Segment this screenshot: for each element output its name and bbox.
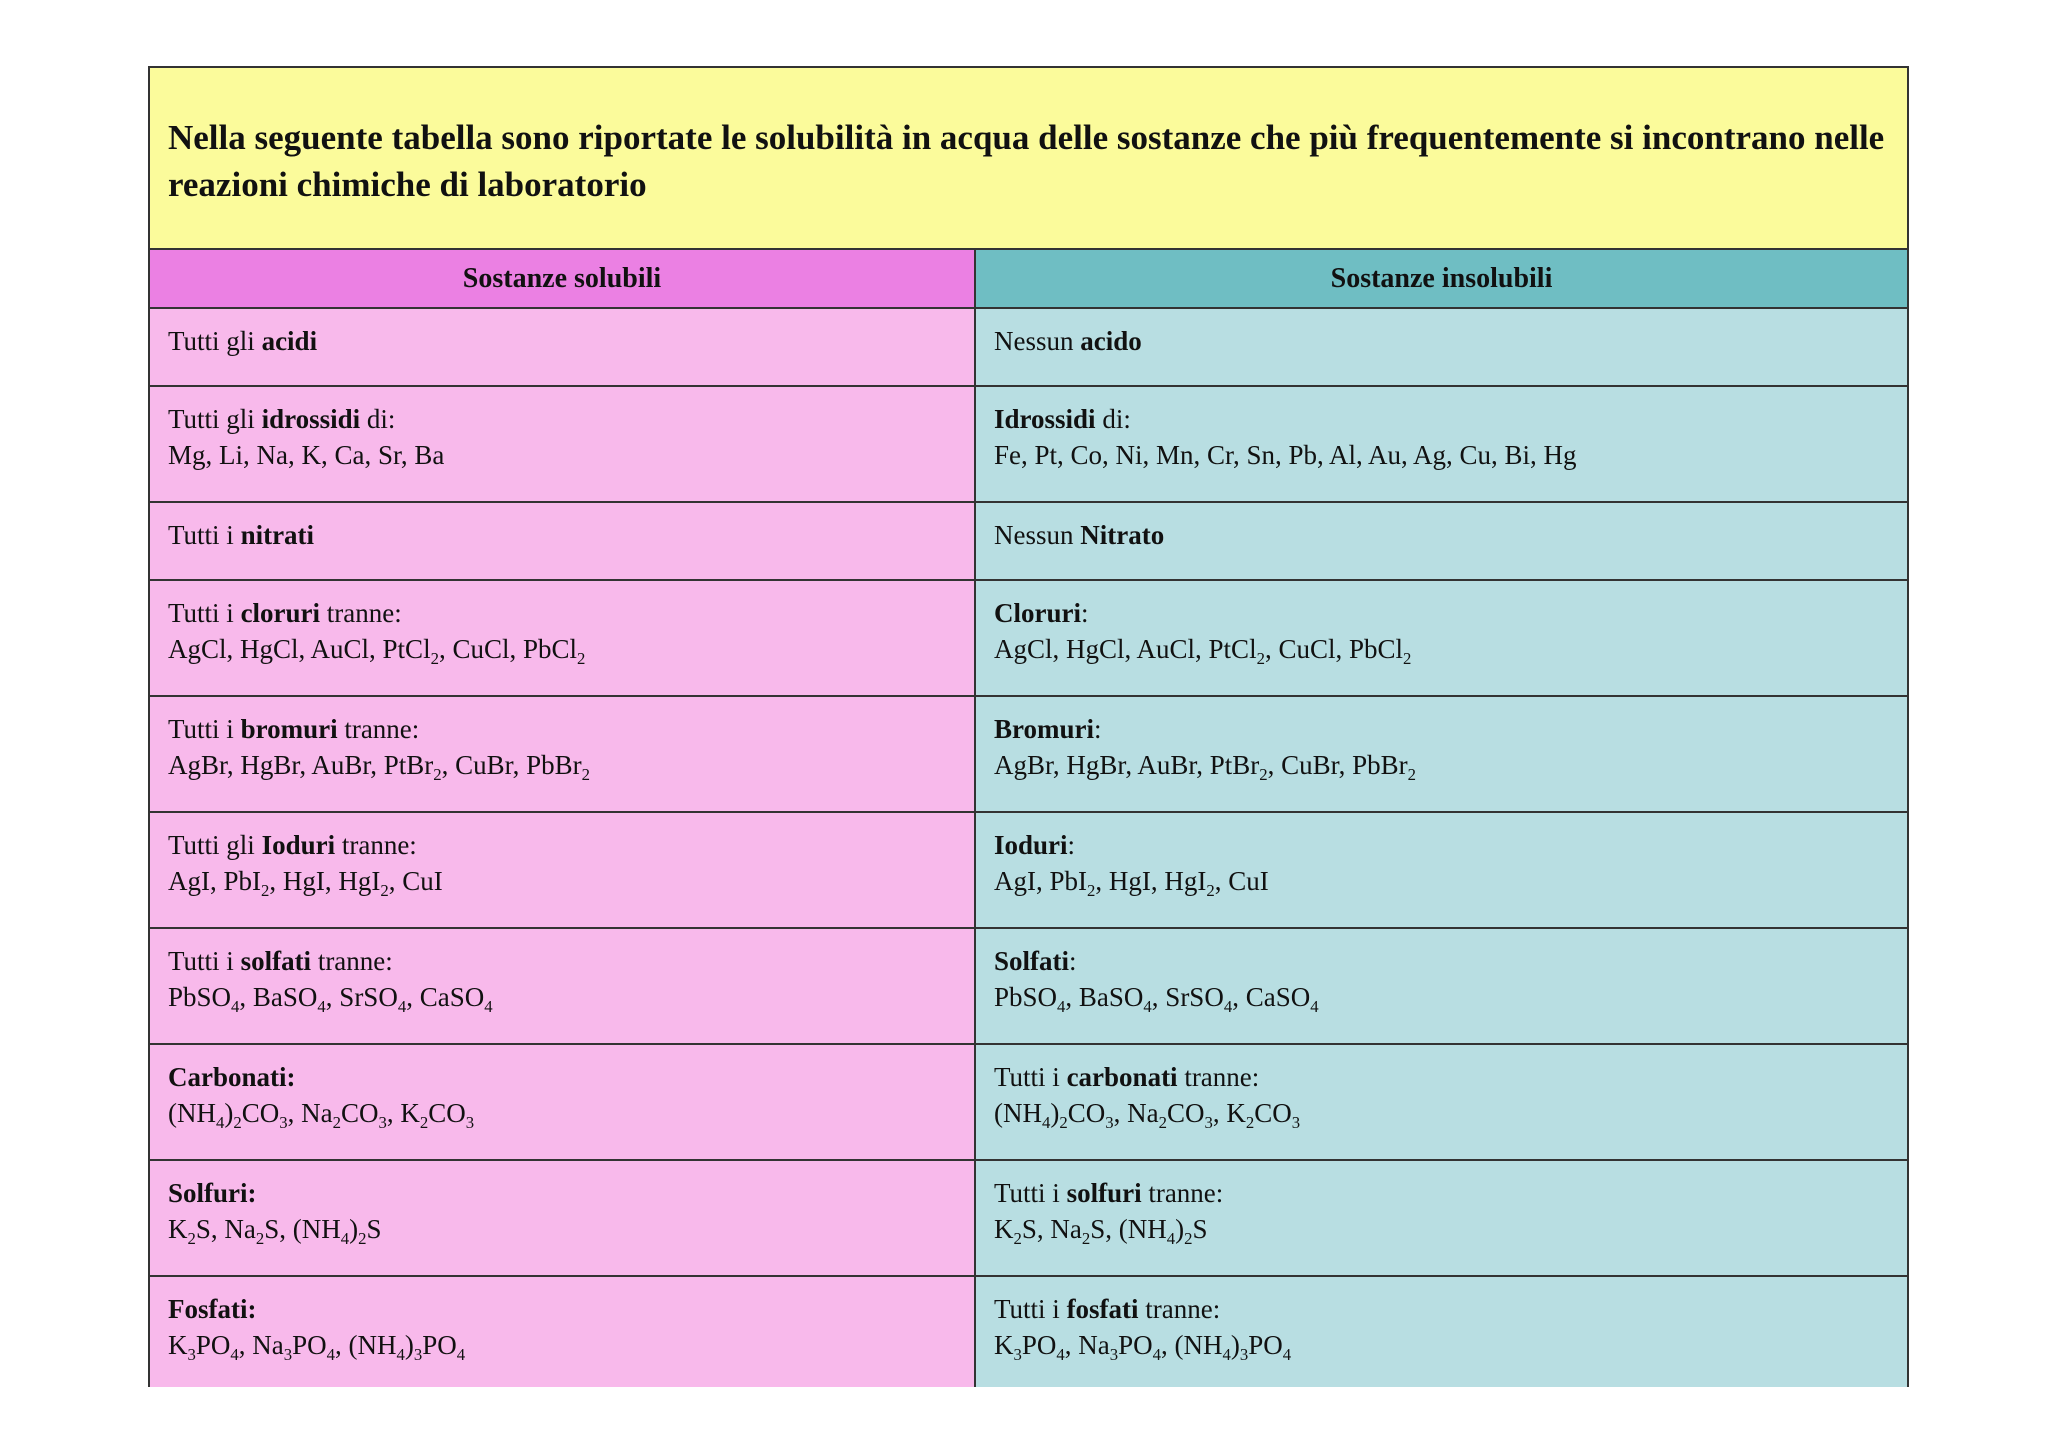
bold-term: idrossidi xyxy=(261,404,361,434)
cell-insoluble xyxy=(976,309,1907,387)
subscript: 3 xyxy=(1109,1344,1119,1364)
intro-text: Nella seguente tabella sono riportate le solubilità in acqua delle sostanze che più frequentemente si incontrano nelle reazioni chimiche di laboratorio xyxy=(150,68,1907,250)
subscript: 4 xyxy=(340,1228,350,1248)
bold-term: acido xyxy=(1080,326,1142,356)
subscript: 2 xyxy=(255,1228,265,1248)
cell-formula-line: $K_2S$, $Na_2S$, $(NH_4)_2S$ xyxy=(168,1214,382,1248)
bold-term: Ioduri xyxy=(994,830,1068,860)
cell-heading-line: Tutti i solfati tranne: xyxy=(168,946,393,976)
cell-heading-line: Tutti i bromuri tranne: xyxy=(168,714,420,744)
cell-soluble xyxy=(150,581,976,697)
cell-formula-line: $K_3PO_4$, $Na_3PO_4$, $(NH_4)_3PO_4$ xyxy=(994,1330,1292,1364)
cell-heading-line: Idrossidi di: xyxy=(994,404,1131,434)
cell-heading-line: Tutti gli acidi xyxy=(168,326,318,356)
subscript: 4 xyxy=(1152,1344,1162,1364)
cell-insoluble xyxy=(976,929,1907,1045)
subscript: 3 xyxy=(378,1112,387,1132)
cell-soluble xyxy=(150,1277,976,1387)
cell-formula-line: AgCl, HgCl, AuCl, PtCl$_2$, CuCl, PbCl$_2$ xyxy=(168,634,586,668)
subscript: 3 xyxy=(1239,1344,1249,1364)
subscript: 2 xyxy=(1013,1228,1022,1248)
subscript: 2 xyxy=(430,648,439,668)
solubility-table xyxy=(148,66,1909,1387)
bold-term: solfati xyxy=(240,946,312,976)
solubility-grid xyxy=(150,250,1907,1387)
cell-soluble xyxy=(150,1045,976,1161)
cell-formula-line: AgCl, HgCl, AuCl, PtCl$_2$, CuCl, PbCl$_2$ xyxy=(994,634,1412,668)
cell-soluble xyxy=(150,697,976,813)
cell-formula-line: AgBr, HgBr, AuBr, PtBr$_2$, CuBr, PbBr$_2$ xyxy=(994,750,1416,784)
cell-formula-line: Mg, Li, Na, K, Ca, Sr, Ba xyxy=(168,440,445,470)
subscript: 3 xyxy=(465,1112,475,1132)
header-soluble: Sostanze solubili xyxy=(150,250,976,309)
cell-heading-line: Tutti i carbonati tranne: xyxy=(994,1062,1260,1092)
subscript: 4 xyxy=(1056,1344,1065,1364)
cell-heading-line xyxy=(168,1291,956,1327)
subscript: 2 xyxy=(1403,648,1412,668)
subscript: 4 xyxy=(1143,996,1152,1016)
subscript: 4 xyxy=(1057,996,1066,1016)
cell-heading-line: Nessun Nitrato xyxy=(994,520,1165,550)
cell-soluble xyxy=(150,1161,976,1277)
bold-term: acidi xyxy=(261,326,318,356)
subscript: 2 xyxy=(233,1112,242,1132)
cell-insoluble xyxy=(976,581,1907,697)
subscript: 2 xyxy=(1259,764,1268,784)
header-insoluble: Sostanze insolubili xyxy=(976,250,1907,309)
subscript: 4 xyxy=(1282,1344,1292,1364)
cell-formula-line: AgBr, HgBr, AuBr, PtBr$_2$, CuBr, PbBr$_2$ xyxy=(168,750,590,784)
cell-soluble xyxy=(150,387,976,503)
bold-term: Nitrato xyxy=(1080,520,1165,550)
cell-heading-line: Nessun acido xyxy=(994,326,1142,356)
cell-heading-line: Cloruri: xyxy=(994,598,1089,628)
cell-formula-line: Fe, Pt, Co, Ni, Mn, Cr, Sn, Pb, Al, Au, Ag, Cu, Bi, Hg xyxy=(994,440,1577,470)
subscript: 3 xyxy=(413,1344,423,1364)
bold-term: Fosfati: xyxy=(168,1294,257,1324)
subscript: 2 xyxy=(187,1228,196,1248)
subscript: 2 xyxy=(1059,1112,1068,1132)
cell-formula-line: $(NH_4)_2CO_3$, $Na_2CO_3$, $K_2CO_3$ xyxy=(168,1098,475,1132)
cell-heading-line: Tutti gli idrossidi di: xyxy=(168,404,396,434)
subscript: 2 xyxy=(261,880,270,900)
bold-term: nitrati xyxy=(240,520,315,550)
subscript: 4 xyxy=(317,996,326,1016)
subscript: 2 xyxy=(1256,648,1265,668)
subscript: 2 xyxy=(1158,1112,1167,1132)
subscript: 3 xyxy=(1204,1112,1213,1132)
subscript: 4 xyxy=(230,1344,239,1364)
cell-heading-line: Ioduri: xyxy=(994,830,1076,860)
subscript: 2 xyxy=(577,648,586,668)
subscript: 2 xyxy=(1081,1228,1091,1248)
cell-formula-line: $K_3PO_4$, $Na_3PO_4$, $(NH_4)_3PO_4$ xyxy=(168,1330,466,1364)
cell-formula-line: AgI, PbI$_2$, HgI, HgI$_2$, CuI xyxy=(994,866,1269,900)
cell-insoluble xyxy=(976,1161,1907,1277)
bold-term: cloruri xyxy=(240,598,321,628)
bold-term: Idrossidi xyxy=(994,404,1096,434)
subscript: 4 xyxy=(216,1112,225,1132)
bold-term: Bromuri xyxy=(994,714,1094,744)
cell-heading-line: Tutti i fosfati tranne: xyxy=(994,1294,1221,1324)
subscript: 4 xyxy=(1310,996,1319,1016)
subscript: 3 xyxy=(1013,1344,1022,1364)
bold-term: Ioduri xyxy=(261,830,336,860)
subscript: 3 xyxy=(1105,1112,1114,1132)
subscript: 4 xyxy=(231,996,240,1016)
subscript: 2 xyxy=(581,764,590,784)
cell-insoluble xyxy=(976,1277,1907,1387)
subscript: 4 xyxy=(396,1344,405,1364)
subscript: 3 xyxy=(187,1344,196,1364)
cell-heading-line: Tutti gli Ioduri tranne: xyxy=(168,830,417,860)
cell-heading-line xyxy=(168,1175,956,1211)
cell-formula-line: AgI, PbI$_2$, HgI, HgI$_2$, CuI xyxy=(168,866,443,900)
subscript: 2 xyxy=(433,764,442,784)
subscript: 3 xyxy=(1291,1112,1301,1132)
subscript: 3 xyxy=(279,1112,288,1132)
subscript: 4 xyxy=(1042,1112,1051,1132)
subscript: 4 xyxy=(326,1344,336,1364)
cell-insoluble xyxy=(976,813,1907,929)
bold-term: fosfati xyxy=(1066,1294,1139,1324)
cell-insoluble xyxy=(976,1045,1907,1161)
cell-soluble xyxy=(150,503,976,581)
bold-term: Cloruri xyxy=(994,598,1081,628)
cell-formula-line: PbSO$_4$, BaSO$_4$, SrSO$_4$, CaSO$_4$ xyxy=(168,982,493,1016)
cell-heading-line: Tutti i cloruri tranne: xyxy=(168,598,402,628)
subscript: 4 xyxy=(1166,1228,1176,1248)
subscript: 2 xyxy=(1087,880,1096,900)
cell-heading-line: Solfati: xyxy=(994,946,1077,976)
cell-heading-line xyxy=(168,1059,956,1095)
bold-term: Carbonati: xyxy=(168,1062,296,1092)
subscript: 2 xyxy=(419,1112,429,1132)
bold-term: Solfuri: xyxy=(168,1178,257,1208)
cell-insoluble xyxy=(976,503,1907,581)
bold-term: bromuri xyxy=(240,714,338,744)
subscript: 4 xyxy=(484,996,493,1016)
subscript: 2 xyxy=(1206,880,1215,900)
subscript: 2 xyxy=(332,1112,341,1132)
subscript: 2 xyxy=(1245,1112,1255,1132)
subscript: 2 xyxy=(1184,1228,1193,1248)
cell-formula-line: $K_2S$, $Na_2S$, $(NH_4)_2S$ xyxy=(994,1214,1208,1248)
cell-heading-line: Bromuri: xyxy=(994,714,1102,744)
subscript: 4 xyxy=(456,1344,466,1364)
cell-heading-line: Tutti i solfuri tranne: xyxy=(994,1178,1224,1208)
cell-formula-line: $(NH_4)_2CO_3$, $Na_2CO_3$, $K_2CO_3$ xyxy=(994,1098,1301,1132)
bold-term: Solfati xyxy=(994,946,1070,976)
cell-heading-line: Tutti i nitrati xyxy=(168,520,315,550)
subscript: 4 xyxy=(397,996,407,1016)
cell-insoluble xyxy=(976,697,1907,813)
subscript: 2 xyxy=(380,880,389,900)
bold-term: solfuri xyxy=(1066,1178,1142,1208)
cell-insoluble xyxy=(976,387,1907,503)
subscript: 3 xyxy=(283,1344,293,1364)
subscript: 2 xyxy=(1407,764,1416,784)
bold-term: carbonati xyxy=(1066,1062,1178,1092)
subscript: 4 xyxy=(1222,1344,1231,1364)
subscript: 2 xyxy=(358,1228,367,1248)
cell-formula-line: PbSO$_4$, BaSO$_4$, SrSO$_4$, CaSO$_4$ xyxy=(994,982,1319,1016)
cell-soluble xyxy=(150,309,976,387)
cell-soluble xyxy=(150,929,976,1045)
subscript: 4 xyxy=(1223,996,1233,1016)
cell-soluble xyxy=(150,813,976,929)
